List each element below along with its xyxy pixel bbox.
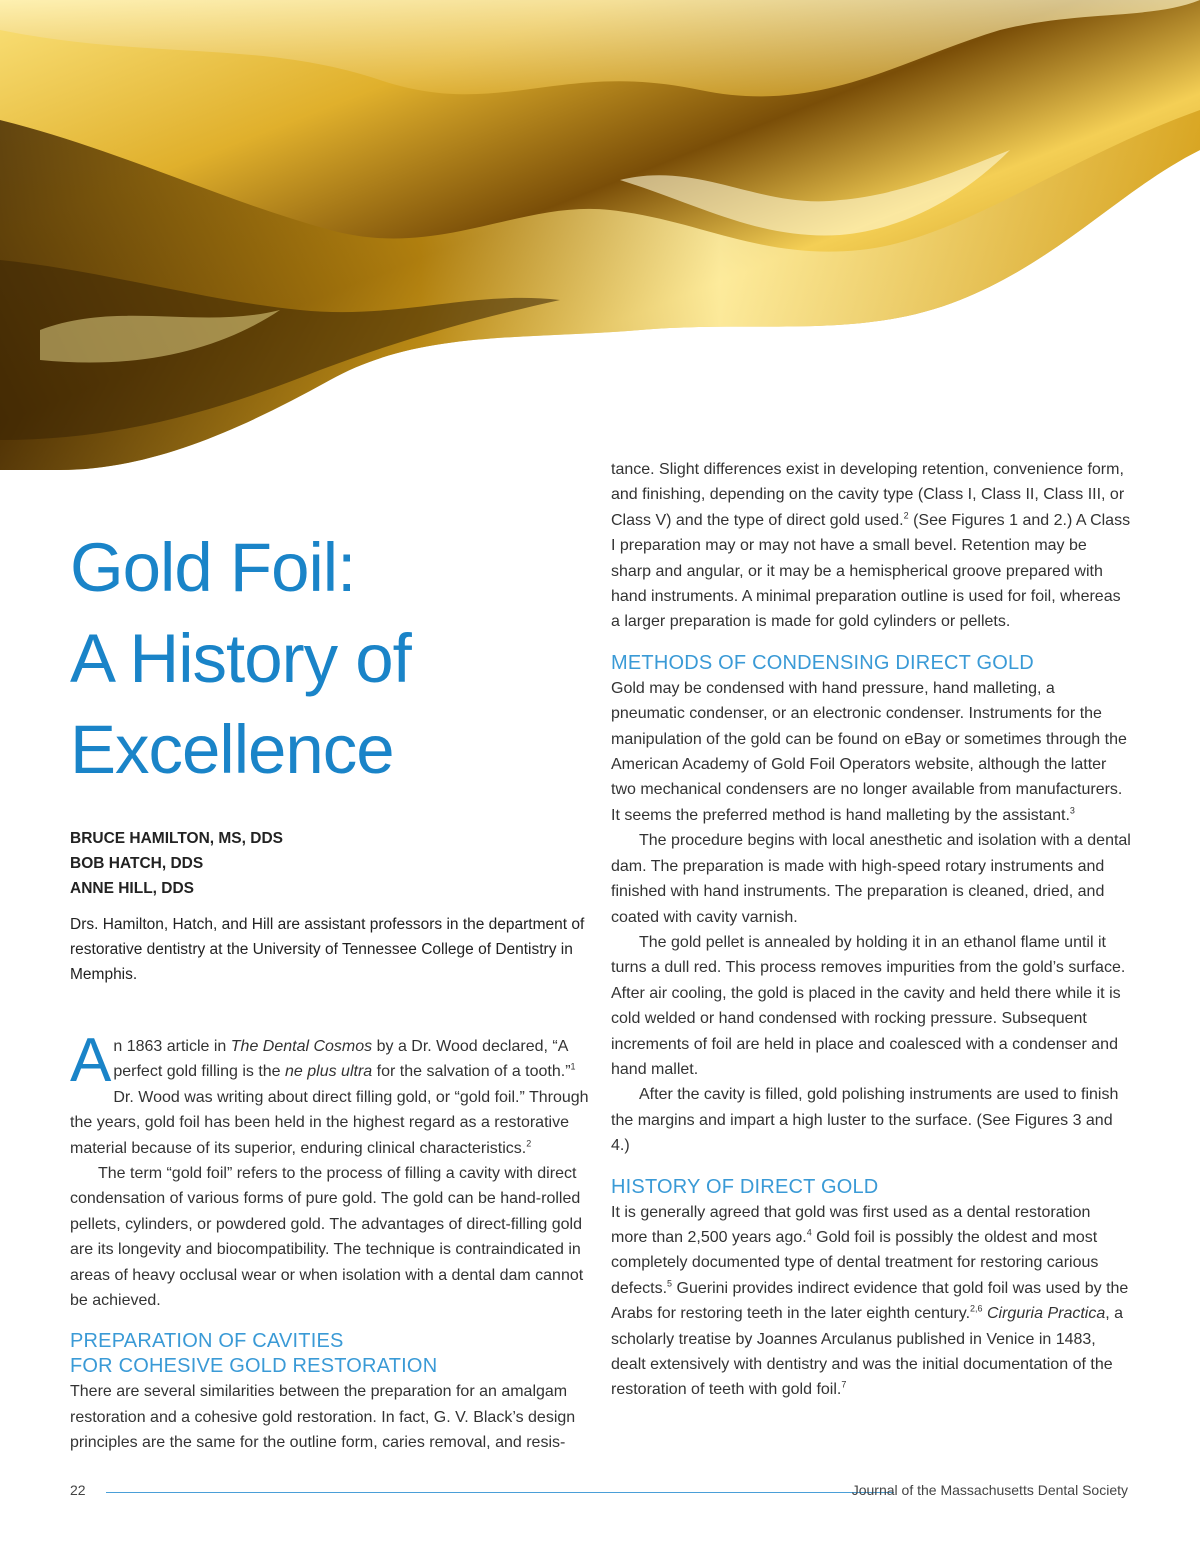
footer-rule — [106, 1492, 894, 1493]
body-paragraph: There are several similarities between the preparation for an amalgam restoration and a cohesive gold restoration. In fact, G. V. Black’s design principles are the same for the outline form, caries removal, and resis- — [70, 1383, 576, 1452]
left-column — [70, 1026, 590, 1456]
author-affiliation: Drs. Hamilton, Hatch, and Hill are assistant professors in the department of restorative dentistry at the University of Tennessee College of Dentistry in Memphis. — [70, 916, 585, 983]
article-title — [70, 522, 590, 795]
footnote-ref: 2 — [903, 510, 909, 521]
footnote-ref: 5 — [667, 1278, 673, 1289]
gold-wave-banner — [0, 0, 1200, 470]
body-paragraph: The procedure begins with local anesthetic and isolation with a dental dam. The preparation is made with high-speed rotary instruments and finished with hand instruments. The preparation is cleaned, dried, and coated with cavity varnish. — [611, 832, 1131, 926]
right-column — [611, 457, 1131, 1403]
section-heading-preparation: PREPARATION OF CAVITIES FOR COHESIVE GOLD RESTORATION — [70, 1330, 438, 1378]
author-name: BOB HATCH, DDS — [70, 855, 204, 872]
body-paragraph: The gold pellet is annealed by holding it in an ethanol flame until it turns a dull red. This process removes impurities from the gold’s surface. After air cooling, the gold is placed in the cavity and held there while it is cold welded or hand condensed with rocking pressure. Subsequent increments of foil are held in place and coalesced with a condenser and hand mallet. — [611, 933, 1126, 1078]
footnote-ref: 1 — [570, 1062, 576, 1073]
author-list — [70, 826, 590, 901]
section-heading-history: HISTORY OF DIRECT GOLD — [611, 1175, 879, 1198]
drop-cap: A — [70, 1026, 112, 1095]
body-paragraph: Gold may be condensed with hand pressure, hand malleting, a pneumatic condenser, or an electronic condenser. Instruments for the manipulation of the gold can be found on eBay or sometimes through the American Academy of Gold Foil Operators website, although the latter two mechanical condensers are no longer available from manufacturers. It seems the preferred method is hand malleting by the assistant.$^3$ — [611, 679, 1127, 824]
author-name: BRUCE HAMILTON, MS, DDS — [70, 830, 283, 847]
footnote-ref: 7 — [841, 1380, 847, 1391]
journal-name: Journal of the Massachusetts Dental Society — [851, 1482, 1128, 1498]
footnote-ref: 2,6 — [970, 1303, 983, 1314]
body-paragraph: The term “gold foil” refers to the process of filling a cavity with direct condensation of various forms of pure gold. The gold can be hand-rolled pellets, cylinders, or powdered gold. The advantages of direct-filling gold are its longevity and biocompatibility. The technique is contraindicated in areas of heavy occlusal wear or when isolation with a dental dam cannot be achieved. — [70, 1165, 584, 1310]
body-paragraph: It is generally agreed that gold was first used as a dental restoration more than 2,500 years ago.$^4$ Gold foil is possibly the oldest and most completely documented type of dental treatment for restoring carious defects.$^5$ Guerini provides indirect evidence that gold foil was used by the Arabs for restoring teeth in the later eighth century.$^{2,6}$ Cirguria Practica, a scholarly treatise by Joannes Arculanus published in Venice in 1483, dealt extensively with dentistry and was the initial documentation of the restoration of teeth with gold foil.$^7$ — [611, 1203, 1129, 1399]
body-paragraph: After the cavity is filled, gold polishing instruments are used to finish the margins and impart a high luster to the surface. (See Figures 3 and 4.) — [611, 1086, 1119, 1155]
title-line-3: Excellence — [70, 711, 394, 788]
footnote-ref: 4 — [806, 1227, 812, 1238]
body-paragraph: tance. Slight differences exist in developing retention, convenience form, and finishing, depending on the cavity type (Class I, Class II, Class III, or Class V) and the type of direct gold used.$^2$ (See Figures 1 and 2.) A Class I preparation may or may not have a small bevel. Retention may be sharp and angular, or it may be a hemispherical groove prepared with hand instruments. A minimal preparation outline is used for foil, whereas a larger preparation is made for gold cylinders or pellets. — [611, 461, 1131, 631]
footnote-ref: 2 — [526, 1138, 532, 1149]
page-number: 22 — [70, 1482, 86, 1498]
title-line-1: Gold Foil: — [70, 529, 356, 606]
intro-paragraph: An 1863 article in The Dental Cosmos by a Dr. Wood declared, “A perfect gold filling is the ne plus ultra for the salvation of a tooth.”$^1$ Dr. Wood was writing about direct filling gold, or “gold foil.” Through the years, gold foil has been held in the highest regard as a restorative material because of its superior, enduring clinical characteristics.$^2$ — [70, 1026, 589, 1157]
page-footer — [70, 1480, 1128, 1504]
author-name: ANNE HILL, DDS — [70, 880, 194, 897]
footnote-ref: 3 — [1069, 805, 1075, 816]
title-line-2: A History of — [70, 620, 411, 697]
section-heading-methods: METHODS OF CONDENSING DIRECT GOLD — [611, 651, 1034, 674]
